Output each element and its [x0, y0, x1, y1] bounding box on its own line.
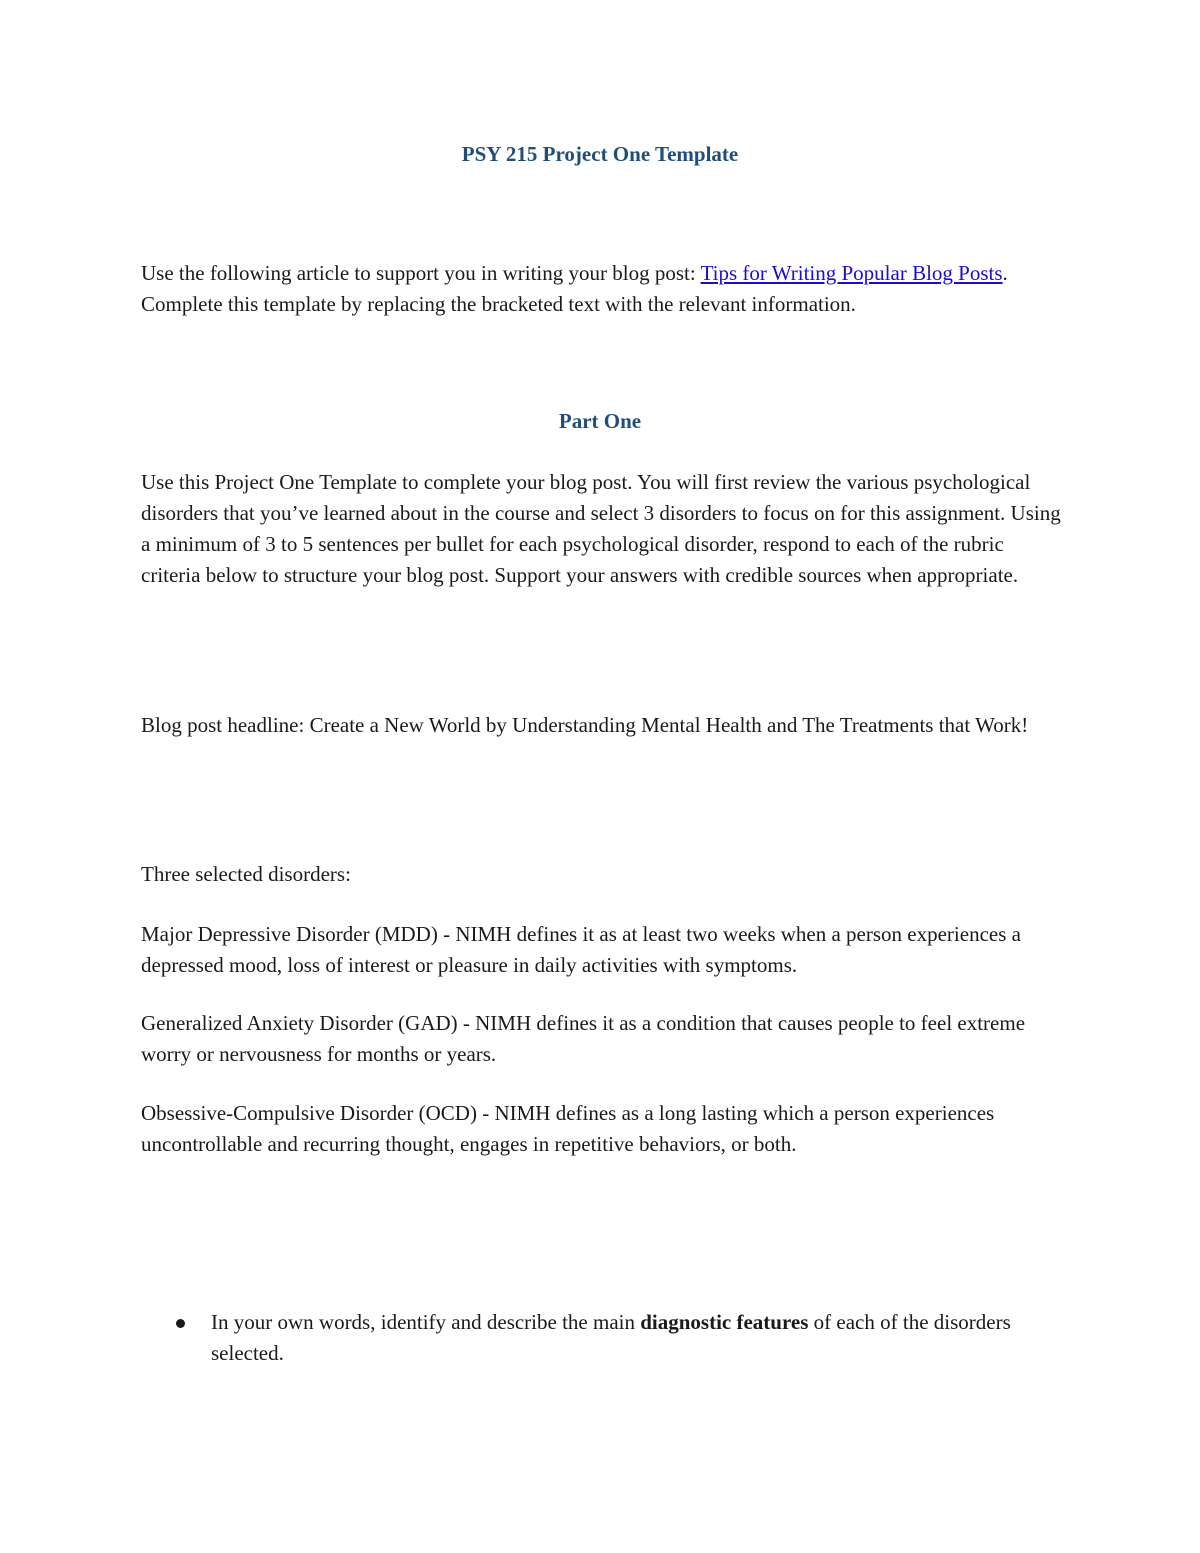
tips-article-link[interactable]: Tips for Writing Popular Blog Posts	[700, 261, 1003, 285]
blog-headline: Blog post headline: Create a New World by Understanding Mental Health and The Treatments that Work!	[141, 713, 1029, 737]
intro-text-start: Use the following article to support you in writing your blog post:	[141, 261, 701, 285]
intro-text-end: . Complete this template by replacing the bracketed text with the relevant information.	[141, 261, 1008, 316]
bullet-text-end: of each of the disorders selected.	[211, 1310, 1011, 1365]
bullet-dot-icon	[176, 1319, 185, 1328]
disorder-mdd: Major Depressive Disorder (MDD) - NIMH defines it as at least two weeks when a person experiences a depressed mood, loss of interest or pleasure in daily activities with symptoms.	[141, 922, 1021, 977]
disorder-ocd: Obsessive-Compulsive Disorder (OCD) - NIMH defines as a long lasting which a person experiences uncontrollable and recurring thought, engages in repetitive behaviors, or both.	[141, 1101, 995, 1156]
part-one-heading: Part One	[558, 409, 642, 433]
bullet-bold-term: diagnostic features	[640, 1310, 809, 1334]
document-title: PSY 215 Project One Template	[461, 142, 739, 166]
part-one-paragraph: Use this Project One Template to complete your blog post. You will first review the various psychological disorders that you’ve learned about in the course and select 3 disorders to focus on for this assignment. Using a minimum of 3 to 5 sentences per bullet for each psychological disorder, respond to each of the rubric criteria below to structure your blog post. Support your answers with credible sources when appropriate.	[141, 470, 1061, 587]
rubric-bullet-text	[211, 1307, 1066, 1369]
bullet-text-start: In your own words, identify and describe the main	[211, 1310, 641, 1334]
disorders-label: Three selected disorders:	[141, 862, 351, 886]
intro-paragraph	[141, 258, 1066, 320]
disorder-gad: Generalized Anxiety Disorder (GAD) - NIMH defines it as a condition that causes people to feel extreme worry or nervousness for months or years.	[141, 1011, 1026, 1066]
